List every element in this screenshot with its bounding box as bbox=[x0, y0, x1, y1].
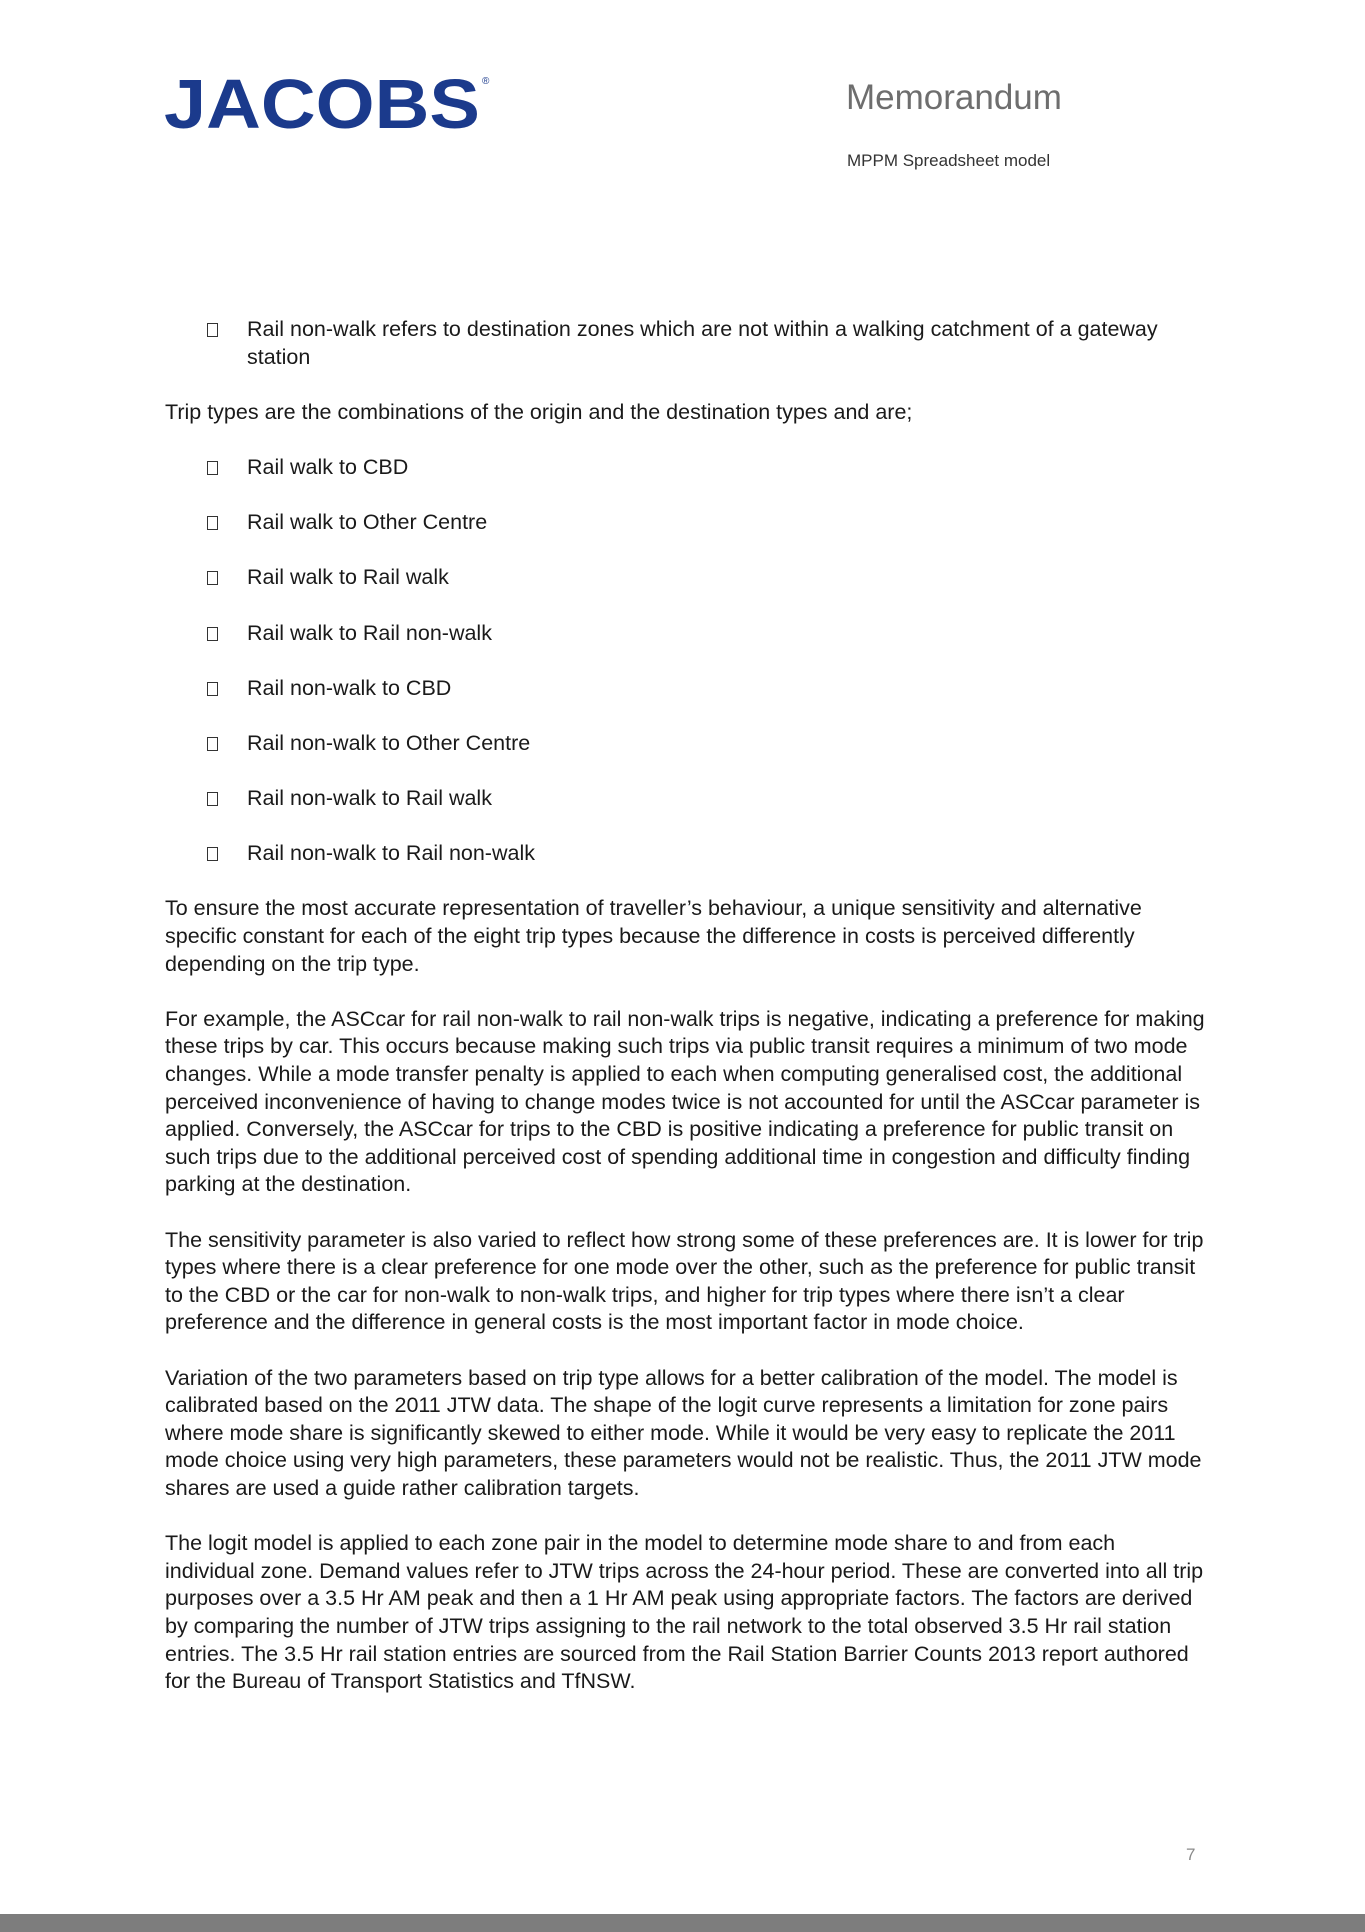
paragraph-traveller-behaviour: To ensure the most accurate representation of traveller’s behaviour, a unique sensitivity and alternative specific constant for each of the eight trip types because the difference in costs is perceived differently depending on the trip type. bbox=[165, 896, 1142, 976]
list-item bbox=[165, 620, 1210, 648]
bullet-box-icon bbox=[207, 792, 218, 806]
document-body bbox=[165, 316, 1210, 1723]
memo-subtitle: MPPM Spreadsheet model bbox=[847, 151, 1051, 170]
trip-types-list bbox=[165, 454, 1210, 868]
list-item bbox=[165, 675, 1210, 703]
list-item bbox=[165, 454, 1210, 482]
jacobs-logo bbox=[164, 70, 490, 136]
trip-types-intro: Trip types are the combinations of the origin and the destination types and are; bbox=[165, 399, 913, 424]
list-item-text: Rail non-walk to Rail walk bbox=[247, 786, 492, 811]
bullet-box-icon bbox=[207, 847, 218, 861]
footer-bar bbox=[0, 1914, 1365, 1932]
bullet-box-icon bbox=[207, 627, 218, 641]
list-item-text: Rail walk to Rail non-walk bbox=[247, 620, 492, 645]
bullet-box-icon bbox=[207, 571, 218, 585]
list-item-text: Rail non-walk to CBD bbox=[247, 675, 452, 700]
list-item-text: Rail walk to Other Centre bbox=[247, 510, 488, 535]
list-item-text: Rail walk to CBD bbox=[247, 454, 409, 479]
paragraph-logit-model: The logit model is applied to each zone pair in the model to determine mode share to and from each individual zone. Demand values refer to JTW trips across the 24-hour period. These are converted into all trip purposes over a 3.5 Hr AM peak and then a 1 Hr AM peak using appropriate factors. The factors are derived by comparing the number of JTW trips assigning to the rail network to the total observed 3.5 Hr rail station entries. The 3.5 Hr rail station entries are sourced from the Rail Station Barrier Counts 2013 report authored for the Bureau of Transport Statistics and TfNSW. bbox=[165, 1531, 1204, 1694]
list-item bbox=[165, 564, 1210, 592]
list-item-text: Rail walk to Rail walk bbox=[247, 565, 449, 590]
registered-mark: ® bbox=[482, 76, 490, 87]
list-item bbox=[165, 730, 1210, 758]
paragraph-asccar-example: For example, the ASCcar for rail non-walk to rail non-walk trips is negative, indicating a preference for making these trips by car. This occurs because making such trips via public transit requires a minimum of two mode changes. While a mode transfer penalty is applied to each when computing generalised cost, the additional perceived inconvenience of having to change modes twice is not accounted for until the ASCcar parameter is applied. Conversely, the ASCcar for trips to the CBD is positive indicating a preference for public transit on such trips due to the additional perceived cost of spending additional time in congestion and difficulty finding parking at the destination. bbox=[165, 1006, 1205, 1197]
bullet-box-icon bbox=[207, 737, 218, 751]
bullet-box-icon bbox=[207, 682, 218, 696]
bullet-box-icon bbox=[207, 516, 218, 530]
list-item-text: Rail non-walk refers to destination zones which are not within a walking catchment of a gateway station bbox=[247, 317, 1158, 369]
list-item bbox=[165, 785, 1210, 813]
memo-title: Memorandum bbox=[846, 78, 1062, 117]
intro-bullet-list bbox=[165, 316, 1210, 371]
bullet-box-icon bbox=[207, 461, 218, 475]
list-item-text: Rail non-walk to Other Centre bbox=[247, 730, 531, 755]
paragraph-calibration: Variation of the two parameters based on trip type allows for a better calibration of the model. The model is calibrated based on the 2011 JTW data. The shape of the logit curve represents a limitation for zone pairs where mode share is significantly skewed to either mode. While it would be very easy to replicate the 2011 mode choice using very high parameters, these parameters would not be realistic. Thus, the 2011 JTW mode shares are used a guide rather calibration targets. bbox=[165, 1365, 1202, 1500]
list-item bbox=[165, 509, 1210, 537]
bullet-box-icon bbox=[207, 323, 218, 337]
list-item-text: Rail non-walk to Rail non-walk bbox=[247, 841, 535, 866]
jacobs-logo-text: JACOBS bbox=[164, 70, 480, 136]
paragraph-sensitivity-parameter: The sensitivity parameter is also varied to reflect how strong some of these preferences are. It is lower for trip types where there is a clear preference for one mode over the other, such as the preference for public transit to the CBD or the car for non-walk to non-walk trips, and higher for trip types where there isn’t a clear preference and the difference in general costs is the most important factor in mode choice. bbox=[165, 1227, 1204, 1335]
list-item bbox=[165, 840, 1210, 868]
list-item bbox=[165, 316, 1210, 371]
page-number: 7 bbox=[1186, 1845, 1196, 1864]
